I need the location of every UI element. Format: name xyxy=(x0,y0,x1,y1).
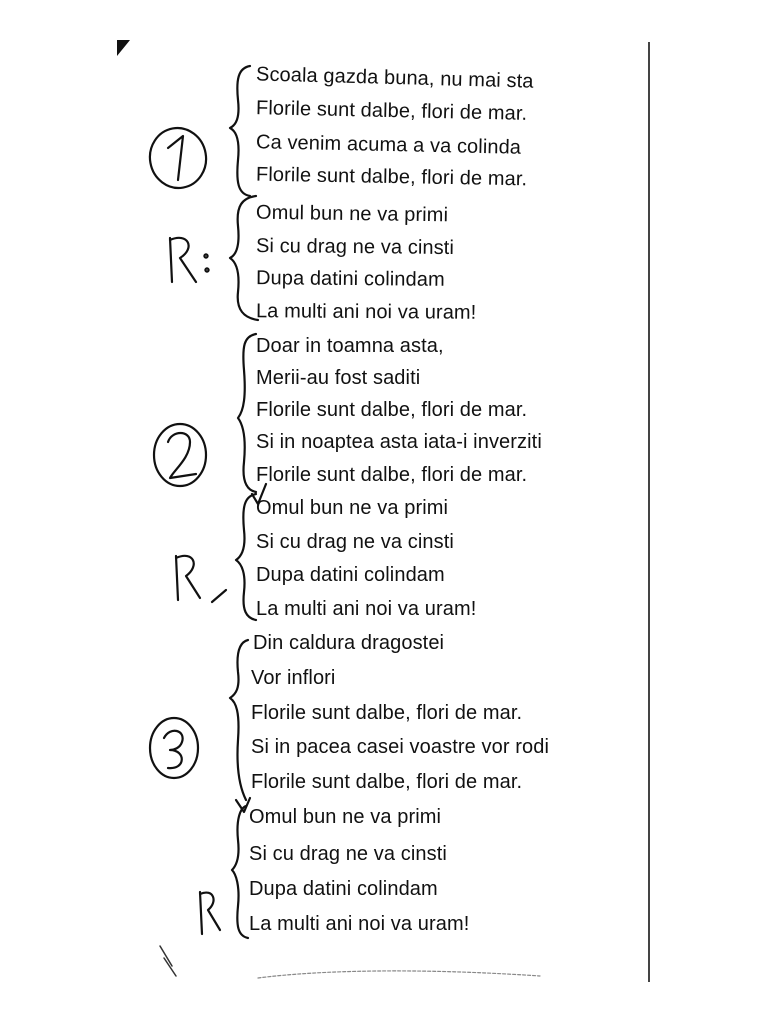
refrain-mark-3-stroke xyxy=(200,892,220,934)
refrain-1-line-3: Dupa datini colindam xyxy=(255,267,445,291)
refrain-1-line-1: Omul bun ne va primi xyxy=(255,201,449,227)
stanza-1-line-2: Florile sunt dalbe, flori de mar. xyxy=(255,97,528,125)
refrain-2-line-1: Omul bun ne va primi xyxy=(256,497,449,519)
brace-refrain-3 xyxy=(232,806,248,938)
handwritten-3-stroke xyxy=(164,731,183,768)
refrain-1-line-4: La multi ani noi va uram! xyxy=(255,300,477,324)
stanza-1-line-1: Scoala gazda buna, nu mai sta xyxy=(255,63,534,93)
brace-stanza-1 xyxy=(230,66,250,196)
bottom-scribble xyxy=(258,971,540,978)
stanza-1-line-4: Florile sunt dalbe, flori de mar. xyxy=(255,163,528,191)
refrain-2-line-3: Dupa datini colindam xyxy=(256,564,445,586)
brace-refrain-2 xyxy=(236,494,256,620)
circle-stanza-3 xyxy=(150,718,198,778)
left-margin-smudge xyxy=(160,946,176,976)
stanza-3-line-4: Si in pacea casei voastre vor rodi xyxy=(251,736,549,758)
refrain-3-line-3: Dupa datini colindam xyxy=(249,878,438,900)
stanza-1-line-3: Ca venim acuma a va colinda xyxy=(255,131,522,159)
brace-stanza-2 xyxy=(238,334,256,492)
refrain-mark-2-dash xyxy=(212,590,226,602)
stanza-3-line-5: Florile sunt dalbe, flori de mar. xyxy=(251,771,523,793)
brace-refrain-1 xyxy=(230,196,258,320)
stanza-3-line-3: Florile sunt dalbe, flori de mar. xyxy=(251,702,523,724)
brace-stanza-3 xyxy=(230,640,248,800)
handwritten-1-stroke xyxy=(168,136,183,180)
stanza-2-line-2: Merii-au fost saditi xyxy=(256,367,421,389)
stanza-2-line-4: Si in noaptea asta iata-i inverziti xyxy=(256,431,542,453)
stanza-2-line-1: Doar in toamna asta, xyxy=(256,335,444,357)
stanza-3-line-2: Vor inflori xyxy=(251,667,336,689)
refrain-1-line-2: Si cu drag ne va cinsti xyxy=(255,234,455,260)
refrain-2-line-2: Si cu drag ne va cinsti xyxy=(256,531,454,553)
stanza-2-line-5: Florile sunt dalbe, flori de mar. xyxy=(256,464,528,486)
circle-stanza-1 xyxy=(145,124,211,193)
handwritten-2-stroke xyxy=(168,433,196,478)
stanza-2-line-3: Florile sunt dalbe, flori de mar. xyxy=(256,399,528,421)
refrain-mark-2-stroke xyxy=(176,556,200,600)
refrain-3-line-4: La multi ani noi va uram! xyxy=(249,913,470,935)
refrain-mark-1-stroke xyxy=(170,238,196,282)
refrain-mark-1-colon-bottom xyxy=(205,268,208,271)
refrain-3-line-2: Si cu drag ne va cinsti xyxy=(249,843,447,865)
check-mark-refrain-3 xyxy=(236,798,250,812)
refrain-3-line-1: Omul bun ne va primi xyxy=(249,806,442,828)
refrain-mark-1-colon-top xyxy=(204,254,207,257)
refrain-2-line-4: La multi ani noi va uram! xyxy=(256,598,477,620)
stanza-3-line-1: Din caldura dragostei xyxy=(253,632,445,654)
